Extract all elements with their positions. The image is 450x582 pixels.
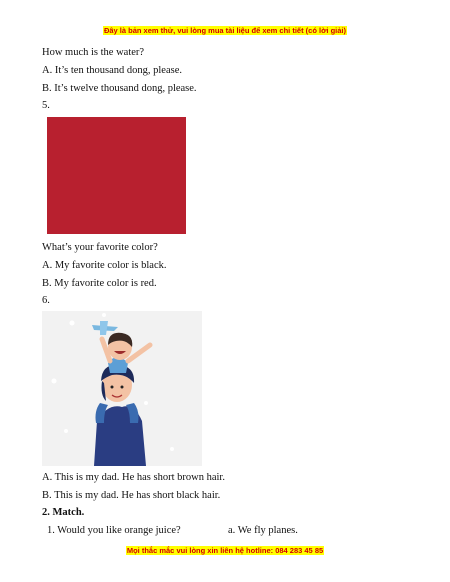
preview-banner xyxy=(0,26,450,35)
hotline-banner xyxy=(0,546,450,555)
q5-option-b: B. My favorite color is red. xyxy=(42,278,157,289)
q5-question: What’s your favorite color? xyxy=(42,242,158,253)
q6-option-a: A. This is my dad. He has short brown hair. xyxy=(42,472,225,483)
hotline-banner-text: Mọi thắc mắc vui lòng xin liên hệ hotline: 084 283 45 85 xyxy=(126,546,324,555)
q6-number: 6. xyxy=(42,295,50,306)
preview-banner-text: Đây là bản xem thử, vui lòng mua tài liệu để xem chi tiết (có lời giải) xyxy=(103,26,347,35)
match-item-a: a. We fly planes. xyxy=(228,525,298,536)
dad-and-child-illustration xyxy=(42,311,202,466)
q4-option-b: B. It’s twelve thousand dong, please. xyxy=(42,83,197,94)
q5-number: 5. xyxy=(42,100,50,111)
q6-option-b: B. This is my dad. He has short black hair. xyxy=(42,490,221,501)
section-2-title: 2. Match. xyxy=(42,507,85,518)
red-color-swatch xyxy=(47,117,186,234)
match-item-1: 1. Would you like orange juice? xyxy=(47,525,181,536)
q5-option-a: A. My favorite color is black. xyxy=(42,260,167,271)
q4-option-a: A. It’s ten thousand dong, please. xyxy=(42,65,182,76)
q4-question: How much is the water? xyxy=(42,47,145,58)
